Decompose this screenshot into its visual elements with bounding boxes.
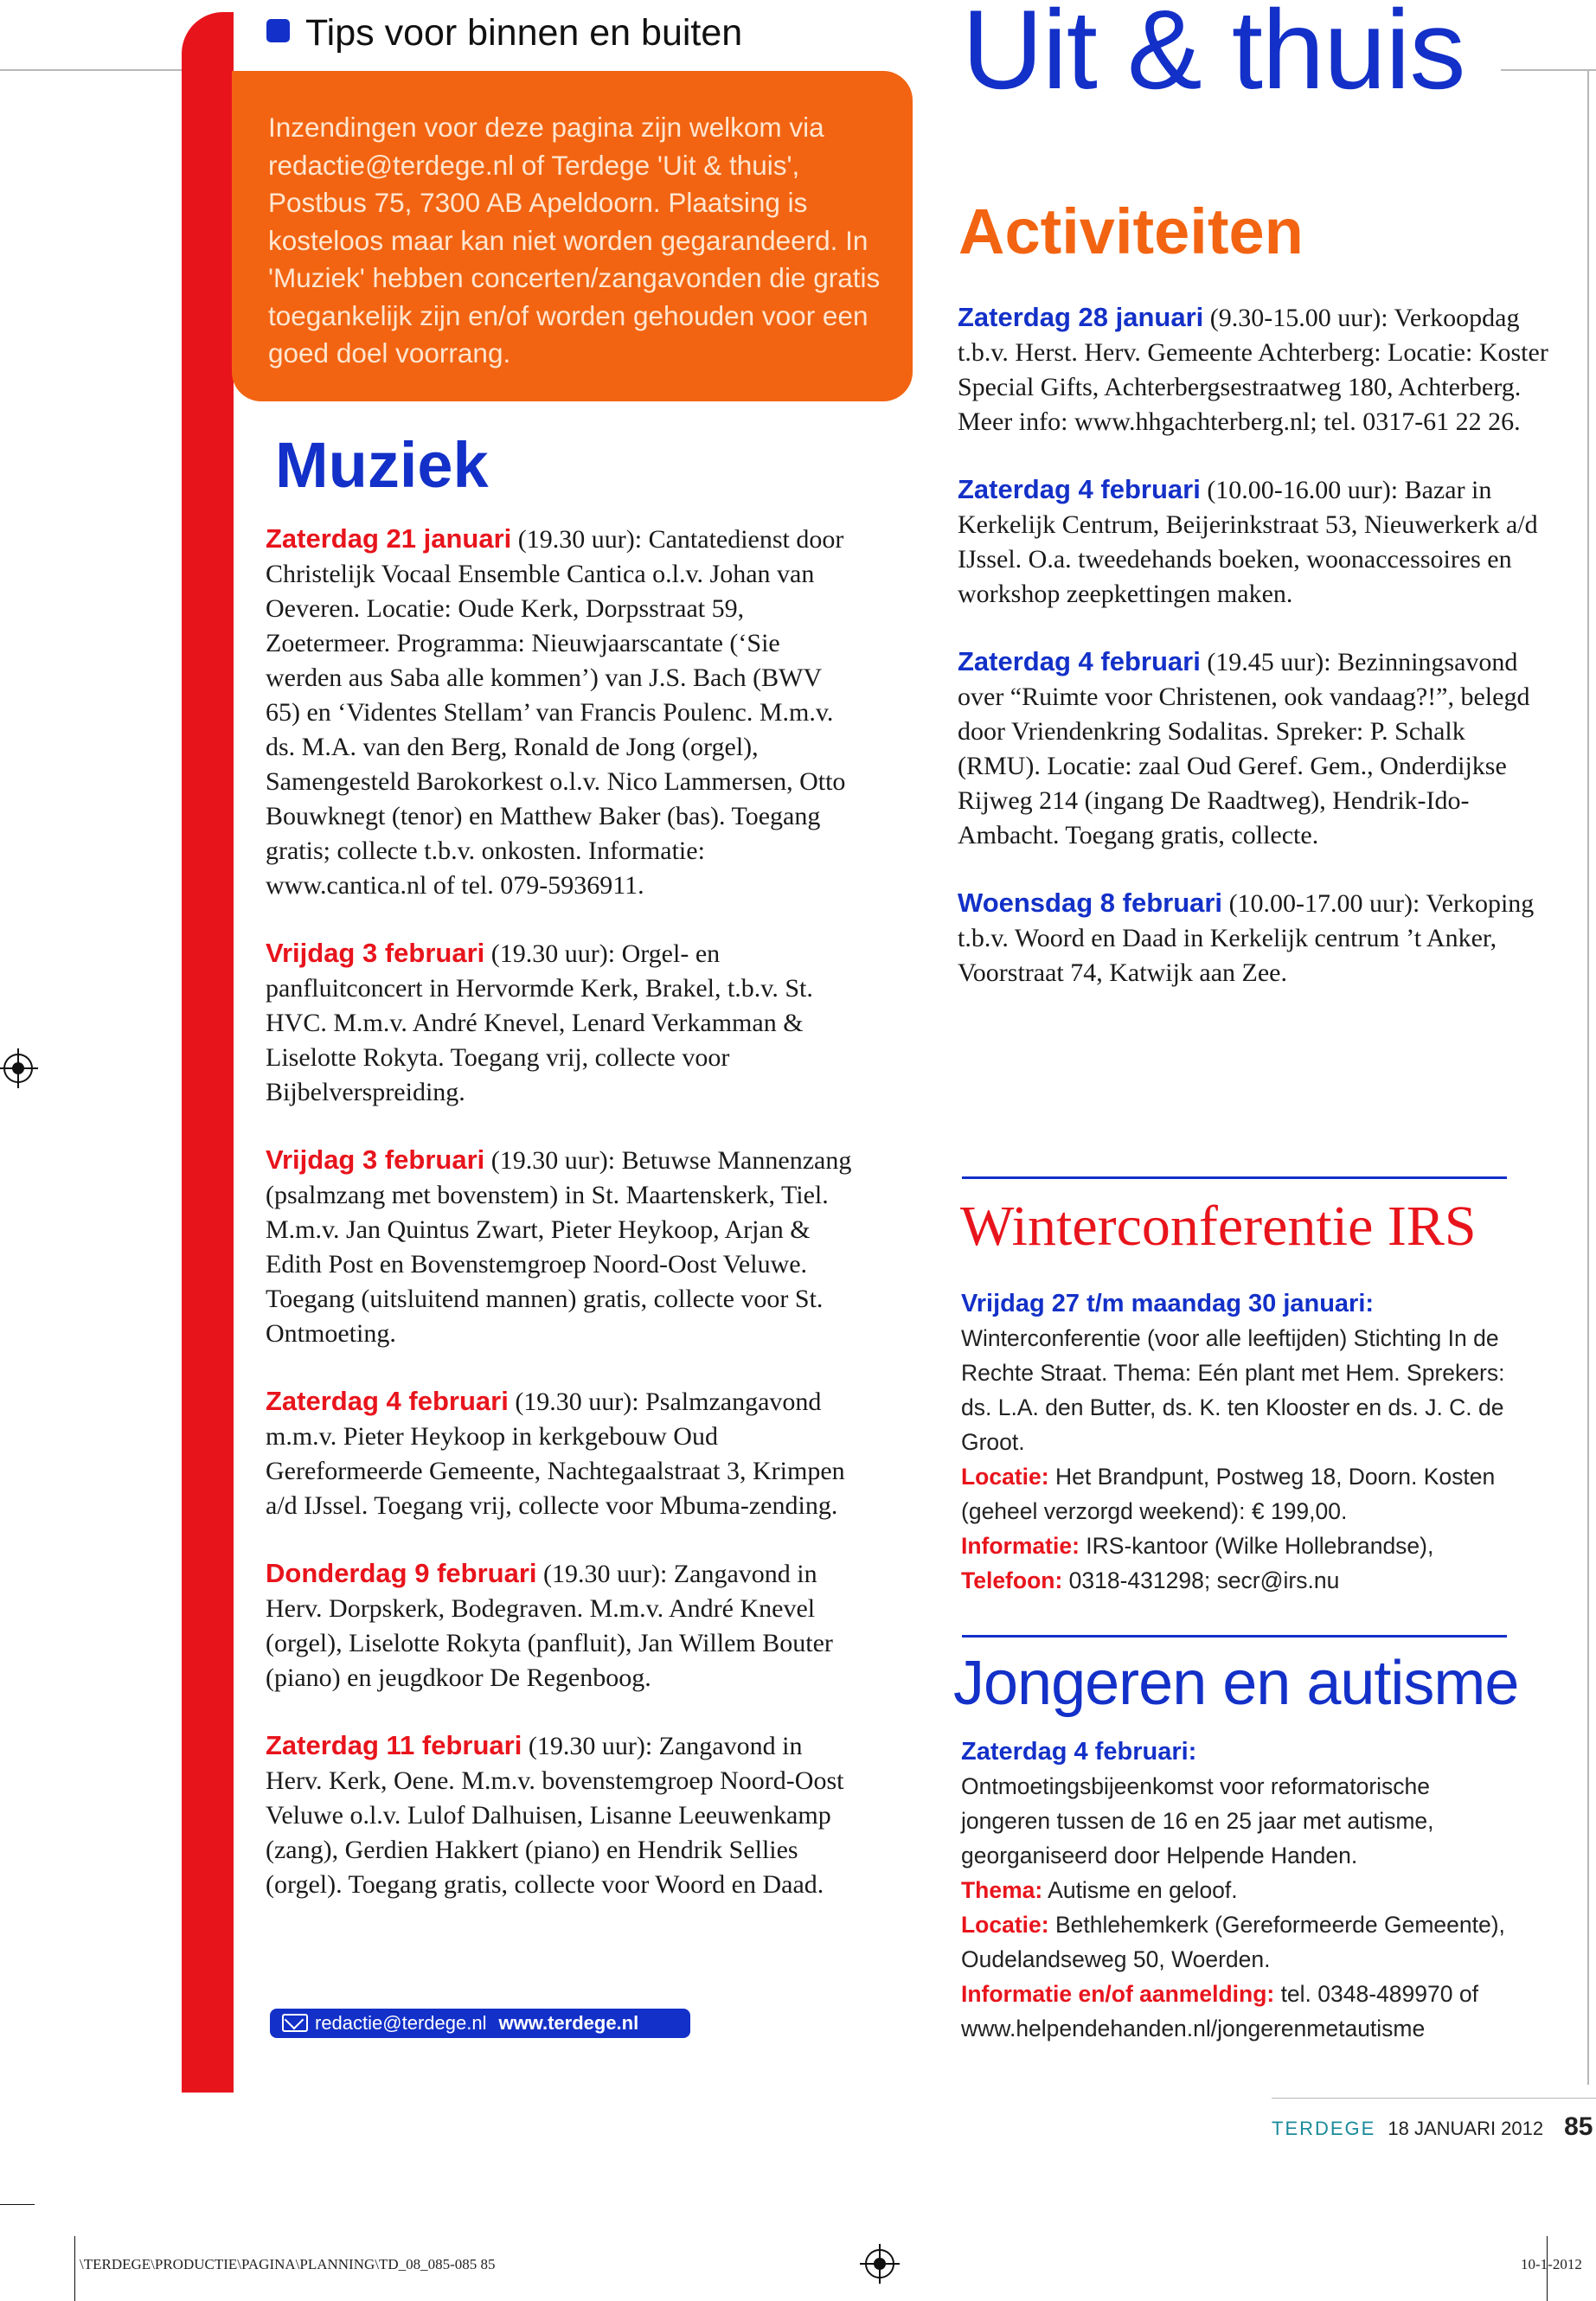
event-date: Zaterdag 11 februari	[266, 1730, 522, 1760]
event-date: Zaterdag 4 februari	[266, 1386, 509, 1416]
event-text: (19.45 uur): Bezinningsavond over “Ruimte voor Christenen, ook vandaag?!”, belegd door Vriendenkring Sodalitas. Spreker: P. Schalk (RMU). Locatie: zaal Oud Geref. Gem., Onderdijkse Rijweg 214 (ingang De Raadtweg), Hendrik-Ido-Ambacht. Toegang gratis, collecte.	[958, 648, 1530, 849]
winter-tel-text: 0318-431298; secr@irs.nu	[1062, 1567, 1340, 1593]
muziek-item	[266, 1556, 862, 1695]
winter-locatie	[961, 1459, 1523, 1529]
jongeren-thema	[961, 1873, 1523, 1907]
muziek-list	[266, 522, 862, 1935]
slug-path: \TERDEGE\PRODUCTIE\PAGINA\PLANNING\TD_08_085-085 85	[80, 2256, 496, 2272]
crop-mark	[0, 2204, 35, 2205]
jongeren-thema-text: Autisme en geloof.	[1042, 1877, 1238, 1903]
winter-telefoon	[961, 1563, 1523, 1598]
winterconferentie-block	[961, 1286, 1523, 1598]
top-rule-left	[0, 69, 183, 71]
event-text: (19.30 uur): Zangavond in Herv. Dorpskerk, Bodegraven. M.m.v. André Knevel (orgel), Liselotte Rokyta (panfluit), Jan Willem Bouter (piano) en jeugdkoor De Regenboog.	[266, 1560, 833, 1692]
winter-tel-label: Telefoon:	[961, 1567, 1063, 1593]
activiteit-item	[958, 886, 1554, 990]
activiteiten-list	[958, 300, 1554, 1023]
winter-date: Vrijdag 27 t/m maandag 30 januari:	[961, 1290, 1375, 1317]
winter-locatie-label: Locatie:	[961, 1464, 1049, 1490]
muziek-heading: Muziek	[275, 429, 489, 501]
jongeren-locatie-label: Locatie:	[961, 1912, 1049, 1938]
top-rule-right	[1501, 69, 1596, 71]
activiteiten-heading: Activiteiten	[958, 195, 1304, 267]
right-edge-rule	[1587, 69, 1589, 2085]
jongeren-info	[961, 1977, 1523, 2046]
jongeren-block	[961, 1734, 1523, 2046]
section-kicker	[266, 12, 742, 54]
footer-publication: TERDEGE	[1272, 2118, 1376, 2139]
event-date: Zaterdag 28 januari	[958, 302, 1204, 332]
event-date: Zaterdag 4 februari	[958, 474, 1201, 504]
winter-info-label: Informatie:	[961, 1533, 1080, 1559]
slug-date: 10-1-2012	[1521, 2256, 1582, 2272]
jongeren-locatie	[961, 1907, 1523, 1977]
crop-mark	[74, 2236, 75, 2301]
kicker-text: Tips voor binnen en buiten	[305, 12, 743, 54]
footer-rule	[1272, 2098, 1596, 2099]
masthead-title: Uit & thuis	[962, 0, 1465, 112]
winter-divider	[962, 1176, 1507, 1179]
footer-page-number: 85	[1564, 2112, 1593, 2141]
jongeren-date: Zaterdag 4 februari:	[961, 1738, 1197, 1766]
event-text: (19.30 uur): Zangavond in Herv. Kerk, Oene. M.m.v. bovenstemgroep Noord-Oost Veluwe o.l.v. Lulof Dalhuisen, Lisanne Leeuwenkamp (zang), Gerdien Hakkert (piano) en Hendrik Sellies (orgel). Toegang gratis, collecte voor Woord en Daad.	[266, 1732, 844, 1899]
contact-web[interactable]: www.terdege.nl	[498, 2012, 639, 2034]
registration-mark-icon	[3, 1054, 33, 1083]
winter-info-text: IRS-kantoor (Wilke Hollebrandse),	[1079, 1533, 1434, 1559]
muziek-item	[266, 936, 862, 1110]
winterconferentie-heading: Winterconferentie IRS	[960, 1195, 1477, 1258]
intro-text: Inzendingen voor deze pagina zijn welkom via redactie@terdege.nl of Terdege 'Uit & thuis', Postbus 75, 7300 AB Apeldoorn. Plaatsing is kosteloos maar kan niet worden gegarandeerd. In 'Muziek' hebben concerten/zangavonden die gratis toegankelijk zijn en/of worden gehouden voor een goed doel voorrang.	[268, 112, 881, 369]
muziek-item	[266, 1728, 862, 1902]
jongeren-locatie-text: Bethlehemkerk (Gereformeerde Gemeente), Oudelandseweg 50, Woerden.	[961, 1912, 1505, 1972]
activiteit-item	[958, 472, 1554, 612]
jongeren-divider	[962, 1635, 1507, 1638]
event-text: (9.30-15.00 uur): Verkoopdag t.b.v. Herst. Herv. Gemeente Achterberg: Locatie: Koster Special Gifts, Achterbergsestraatweg 180, Achterberg. Meer info: www.hhgachterberg.nl; tel. 0317-61 22 26.	[958, 304, 1548, 436]
event-date: Zaterdag 4 februari	[958, 646, 1201, 676]
event-date: Vrijdag 3 februari	[266, 938, 485, 968]
muziek-item	[266, 1143, 862, 1351]
event-text: (10.00-17.00 uur): Verkoping t.b.v. Woord en Daad in Kerkelijk centrum ’t Anker, Voorstraat 74, Katwijk aan Zee.	[958, 889, 1535, 987]
event-text: (19.30 uur): Cantatedienst door Christelijk Vocaal Ensemble Cantica o.l.v. Johan van Oeveren. Locatie: Oude Kerk, Dorpsstraat 59, Zoetermeer. Programma: Nieuwjaarscantate (‘Sie werden aus Saba alle kommen’) van J.S. Bach (BWV 65) en ‘Videntes Stellam’ van Francis Poulenc. M.m.v. ds. M.A. van den Berg, Ronald de Jong (orgel), Samengesteld Barokorkest o.l.v. Nico Lammersen, Otto Bouwknegt (tenor) en Matthew Baker (bas). Toegang gratis; collecte t.b.v. onkosten. Informatie: www.cantica.nl of tel. 079-5936911.	[266, 525, 846, 900]
jongeren-info-label: Informatie en/of aanmelding:	[961, 1981, 1275, 2007]
event-text: (19.30 uur): Betuwse Mannenzang (psalmzang met bovenstem) in St. Maartenskerk, Tiel. M.m.v. Jan Quintus Zwart, Pieter Heykoop, Arjan & Edith Post en Bovenstemgroep Noord-Oost Veluwe. Toegang (uitsluitend mannen) gratis, collecte voor St. Ontmoeting.	[266, 1146, 852, 1348]
contact-bar	[270, 2009, 690, 2038]
jongeren-info-text: tel. 0348-489970 of www.helpendehanden.nl/jongerenmetautisme	[961, 1981, 1478, 2041]
page-footer	[1272, 2112, 1593, 2142]
event-text: (19.30 uur): Psalmzangavond m.m.v. Pieter Heykoop in kerkgebouw Oud Gereformeerde Gemeente, Nachtegaalstraat 3, Krimpen a/d IJssel. Toegang vrij, collecte voor Mbuma-zending.	[266, 1388, 845, 1520]
registration-mark-icon	[865, 2249, 894, 2279]
red-side-bar	[182, 12, 234, 2093]
blue-square-icon	[266, 19, 290, 42]
jongeren-heading: Jongeren en autisme	[953, 1649, 1519, 1718]
winter-body: Winterconferentie (voor alle leeftijden) Stichting In de Rechte Straat. Thema: Eén plant met Hem. Sprekers: ds. L.A. den Butter, ds. K. ten Klooster en ds. J. C. de Groot.	[961, 1325, 1505, 1455]
jongeren-thema-label: Thema:	[961, 1877, 1043, 1903]
winter-locatie-text: Het Brandpunt, Postweg 18, Doorn. Kosten (geheel verzorgd weekend): € 199,00.	[961, 1464, 1496, 1524]
activiteit-item	[958, 300, 1554, 439]
muziek-item	[266, 522, 862, 903]
activiteit-item	[958, 644, 1554, 853]
event-date: Vrijdag 3 februari	[266, 1144, 485, 1175]
event-date: Zaterdag 21 januari	[266, 523, 512, 554]
event-text: (19.30 uur): Orgel- en panfluitconcert in Hervormde Kerk, Brakel, t.b.v. St. HVC. M.m.v. André Knevel, Lenard Verkamman & Liselotte Rokyta. Toegang vrij, collecte voor Bijbelverspreiding.	[266, 939, 813, 1106]
envelope-icon	[282, 2014, 308, 2032]
contact-email[interactable]: redactie@terdege.nl	[315, 2012, 487, 2034]
winter-info	[961, 1529, 1523, 1563]
event-date: Woensdag 8 februari	[958, 888, 1223, 918]
jongeren-body: Ontmoetingsbijeenkomst voor reformatorische jongeren tussen de 16 en 25 jaar met autisme, georganiseerd door Helpende Handen.	[961, 1773, 1434, 1868]
event-date: Donderdag 9 februari	[266, 1558, 537, 1588]
event-text: (10.00-16.00 uur): Bazar in Kerkelijk Centrum, Beijerinkstraat 53, Nieuwerkerk a/d IJssel. O.a. tweedehands boeken, woonaccessoires en workshop zeepkettingen maken.	[958, 476, 1538, 608]
muziek-item	[266, 1384, 862, 1523]
footer-date: 18 JANUARI 2012	[1388, 2118, 1544, 2139]
